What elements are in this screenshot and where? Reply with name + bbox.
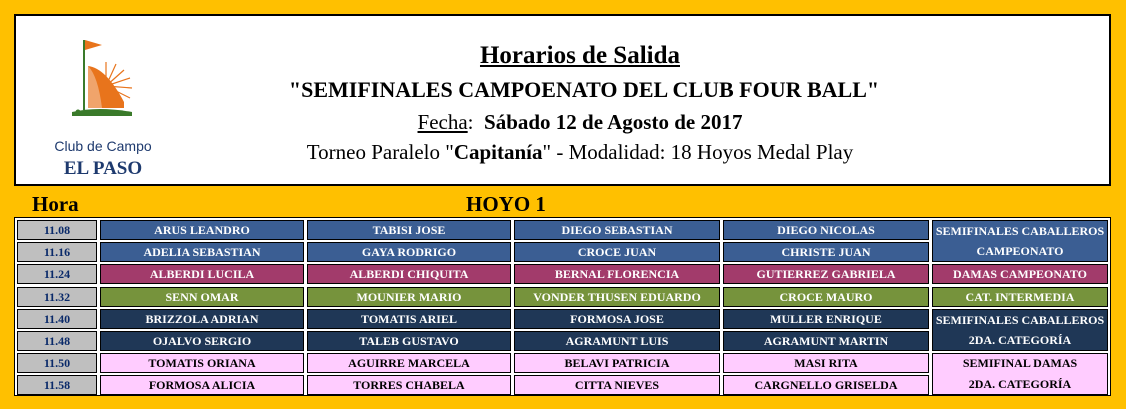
player-cell: SENN OMAR: [100, 287, 304, 307]
time-cell: 11.40: [17, 309, 97, 329]
player-cell: OJALVO SERGIO: [100, 331, 304, 351]
category-line: SEMIFINALES CABALLEROS: [935, 313, 1105, 327]
player-cell: DIEGO SEBASTIAN: [514, 220, 720, 240]
player-cell: GUTIERREZ GABRIELA: [723, 264, 929, 284]
date-line: [16, 110, 1126, 135]
time-cell: 11.50: [17, 353, 97, 373]
player-cell: DIEGO NICOLAS: [723, 220, 929, 240]
category-cell: [932, 309, 1108, 351]
player-cell: BERNAL FLORENCIA: [514, 264, 720, 284]
player-cell: AGUIRRE MARCELA: [307, 353, 511, 373]
player-cell: FORMOSA JOSE: [514, 309, 720, 329]
category-line: 2DA. CATEGORÍA: [968, 333, 1072, 347]
hoyo-label: HOYO 1: [466, 192, 546, 216]
player-cell: ADELIA SEBASTIAN: [100, 242, 304, 262]
player-cell: TABISI JOSE: [307, 220, 511, 240]
page-title: Horarios de Salida: [479, 42, 680, 69]
player-cell: ARUS LEANDRO: [100, 220, 304, 240]
player-cell: AGRAMUNT MARTIN: [723, 331, 929, 351]
time-cell: 11.32: [17, 287, 97, 307]
category-cell: [932, 220, 1108, 262]
time-cell: 11.58: [17, 375, 97, 395]
tournament-text-pre: Torneo Paralelo ": [306, 140, 454, 164]
player-cell: ALBERDI LUCILA: [100, 264, 304, 284]
logo-club-text: Club de Campo: [54, 138, 152, 154]
category-cell: [932, 264, 1108, 284]
category-line: 2DA. CATEGORÍA: [968, 377, 1072, 391]
time-cell: 11.16: [17, 242, 97, 262]
header-panel: [14, 14, 1111, 186]
category-line: SEMIFINALES CABALLEROS: [935, 224, 1105, 238]
player-cell: BELAVI PATRICIA: [514, 353, 720, 373]
parallel-tournament-line: [16, 140, 1126, 165]
hora-column-label: Hora: [32, 192, 79, 216]
player-cell: VONDER THUSEN EDUARDO: [514, 287, 720, 307]
player-cell: MASI RITA: [723, 353, 929, 373]
tee-times-table: [14, 217, 1111, 396]
time-cell: 11.08: [17, 220, 97, 240]
category-cell: [932, 287, 1108, 307]
player-cell: CROCE JUAN: [514, 242, 720, 262]
category-line: SEMIFINAL DAMAS: [962, 356, 1078, 370]
player-cell: AGRAMUNT LUIS: [514, 331, 720, 351]
time-cell: 11.24: [17, 264, 97, 284]
category-line: DAMAS CAMPEONATO: [953, 267, 1087, 281]
player-cell: TALEB GUSTAVO: [307, 331, 511, 351]
player-cell: ALBERDI CHIQUITA: [307, 264, 511, 284]
time-cell: 11.48: [17, 331, 97, 351]
player-cell: CITTA NIEVES: [514, 375, 720, 395]
player-cell: MULLER ENRIQUE: [723, 309, 929, 329]
player-cell: MOUNIER MARIO: [307, 287, 511, 307]
player-cell: GAYA RODRIGO: [307, 242, 511, 262]
category-line: CAMPEONATO: [976, 244, 1064, 258]
category-line: CAT. INTERMEDIA: [965, 290, 1075, 304]
logo-club-name: EL PASO: [63, 158, 143, 179]
player-cell: CARGNELLO GRISELDA: [723, 375, 929, 395]
tournament-text-post: " - Modalidad: 18 Hoyos Medal Play: [542, 140, 854, 164]
player-cell: CROCE MAURO: [723, 287, 929, 307]
event-subtitle: "SEMIFINALES CAMPOENATO DEL CLUB FOUR BALL": [288, 77, 880, 102]
date-value: Sábado 12 de Agosto de 2017: [484, 110, 743, 134]
player-cell: FORMOSA ALICIA: [100, 375, 304, 395]
tournament-text-bold: Capitanía: [453, 140, 543, 164]
date-separator: :: [467, 110, 485, 134]
date-label: Fecha: [417, 110, 468, 134]
category-cell: [932, 353, 1108, 395]
player-cell: BRIZZOLA ADRIAN: [100, 309, 304, 329]
player-cell: TORRES CHABELA: [307, 375, 511, 395]
player-cell: CHRISTE JUAN: [723, 242, 929, 262]
player-cell: TOMATIS ARIEL: [307, 309, 511, 329]
player-cell: TOMATIS ORIANA: [100, 353, 304, 373]
